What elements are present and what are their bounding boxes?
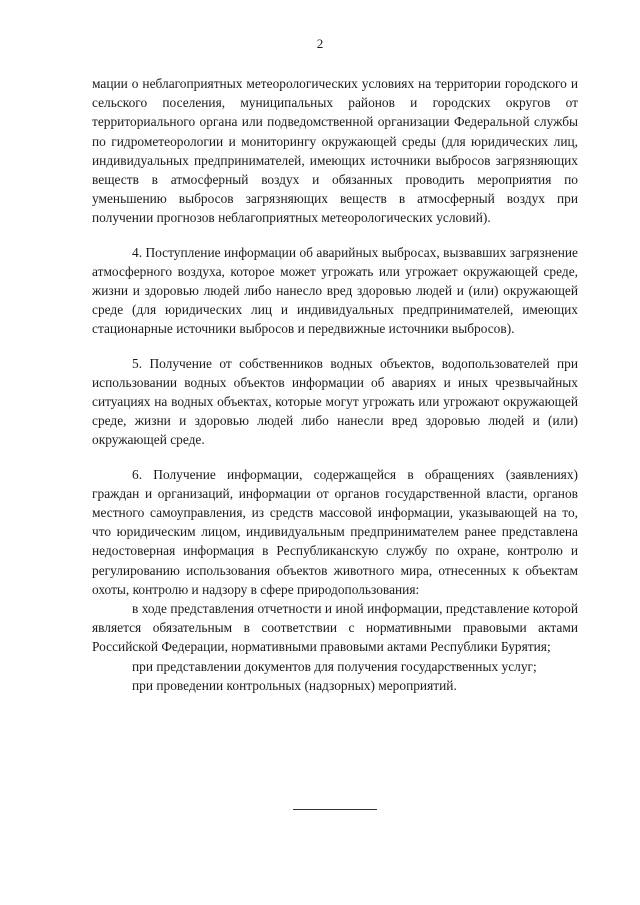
paragraph-subitem-inspections: при проведении контрольных (надзорных) мероприятий.	[132, 677, 457, 693]
paragraph-item-4: 4. Поступление информации об аварийных выбросах, вызвавших загрязнение атмосферного воздуха, которое может угрожать или угрожает окружающей среде, жизни и здоровью людей либо нанесло вред здоровью людей и (или) окружающей среде (для юридических лиц и индивидуальных предпринимателей, имеющих стационарные источники выбросов и передвижные источники выбросов).	[92, 244, 578, 337]
paragraph-item-6: 6. Получение информации, содержащейся в обращениях (заявлениях) граждан и организаций, информации от органов государственной власти, органов местного самоуправления, из средств массовой информации, указывающей на то, что юридическим лицом, индивидуальным предпринимателем ранее представлена недостоверная информация в Республиканскую службу по охране, контролю и регулированию использования объектов животного мира, отнесенных к объектам охоты, контролю и надзору в сфере природопользования:	[92, 466, 578, 597]
document-body	[92, 74, 578, 695]
paragraph-subitem-reporting: в ходе представления отчетности и иной информации, представление которой является обязательным в соответствии с нормативными правовыми актами Российской Федерации, нормативными правовыми актами Республики Бурятия;	[92, 601, 578, 655]
page-number: 2	[316, 36, 324, 51]
end-of-document-rule	[293, 809, 377, 810]
paragraph-item-5: 5. Получение от собственников водных объектов, водопользователей при использовании водных объектов информации об авариях и иных чрезвычайных ситуациях на водных объектах, которые могут угрожать или угрожают окружающей среде, жизни и здоровью людей либо нанесли вред здоровью людей и (или) окружающей среде.	[92, 355, 578, 448]
paragraph-continuation: мации о неблагоприятных метеорологических условиях на территории городского и сельского поселения, муниципальных районов и городских округов от территориального органа или подведомственной организации Федеральной службы по гидрометеорологии и мониторингу окружающей среды (для юридических лиц, индивидуальных предпринимателей, имеющих источники выбросов загрязняющих веществ в атмосферный воздух и обязанных проводить мероприятия по уменьшению выбросов загрязняющих веществ в атмосферный воздух при получении прогнозов неблагоприятных метеорологических условий).	[92, 76, 578, 226]
paragraph-subitem-services: при представлении документов для получения государственных услуг;	[132, 658, 537, 674]
